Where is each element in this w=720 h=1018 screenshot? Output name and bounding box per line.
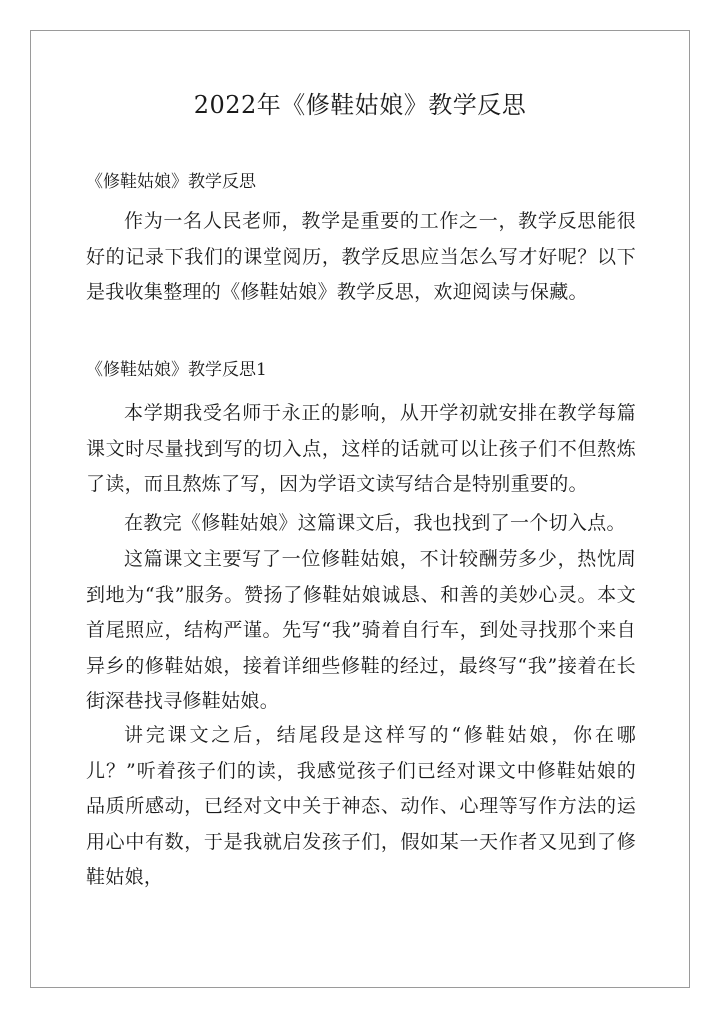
intro-paragraph: 作为一名人民老师，教学是重要的工作之一，教学反思能很好的记录下我们的课堂阅历，教学反思应当怎么写才好呢？以下是我收集整理的《修鞋姑娘》教学反思，欢迎阅读与保藏。 [86,210,636,303]
body-paragraph-1: 本学期我受名师于永正的影响，从开学初就安排在教学每篇课文时尽量找到写的切入点，这样的话就可以让孩子们不但熬炼了读，而且熬炼了写，因为学语文读写结合是特别重要的。 [86,402,636,495]
body-paragraph-3: 这篇课文主要写了一位修鞋姑娘，不计较酬劳多少，热忱周到地为“我”服务。赞扬了修鞋姑娘诚恳、和善的美妙心灵。本文首尾照应，结构严谨。先写“我”骑着自行车，到处寻找那个来自异乡的修鞋姑娘，接着详细些修鞋的经过，最终写“我”接着在长街深巷找寻修鞋姑娘。 [86,548,636,712]
body-paragraph-2: 在教完《修鞋姑娘》这篇课文后，我也找到了一个切入点。 [124,512,626,534]
intro-heading: 《修鞋姑娘》教学反思 [86,172,256,192]
body-paragraph-4: 讲完课文之后，结尾段是这样写的“修鞋姑娘，你在哪儿？”听着孩子们的读，我感觉孩子们已经对课文中修鞋姑娘的品质所感动，已经对文中关于神态、动作、心理等写作方法的运用心中有数，于是我就启发孩子们，假如某一天作者又见到了修鞋姑娘， [86,724,636,888]
document-title: 2022年《修鞋姑娘》教学反思 [193,91,527,119]
section-heading: 《修鞋姑娘》教学反思1 [86,360,267,380]
